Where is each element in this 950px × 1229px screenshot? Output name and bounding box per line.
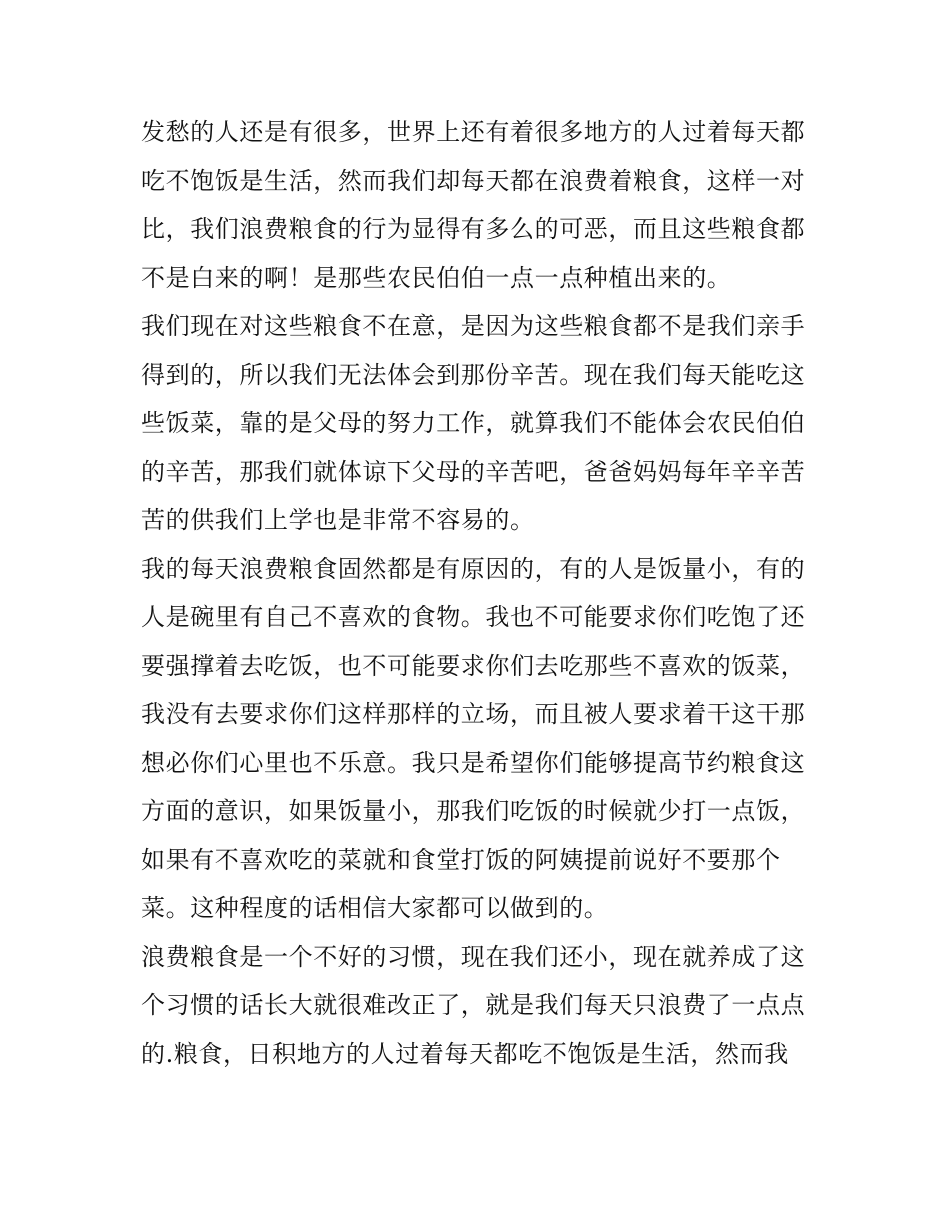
body-text <box>141 108 821 1078</box>
text-line: 浪费粮食是一个不好的习惯，现在我们还小，现在就养成了这 <box>141 942 806 971</box>
text-line: 个习惯的话长大就很难改正了，就是我们每天只浪费了一点点 <box>141 991 806 1019</box>
text-line: 吃不饱饭是生活，然而我们却每天都在浪费着粮食，这样一对 <box>141 166 806 195</box>
text-line: 不是白来的啊！是那些农民伯伯一点一点种植出来的。 <box>141 263 732 292</box>
text-line: 得到的，所以我们无法体会到那份辛苦。现在我们每天能吃这 <box>141 360 806 389</box>
text-line: 想必你们心里也不乐意。我只是希望你们能够提高节约粮食这 <box>141 748 806 777</box>
text-line: 发愁的人还是有很多，世界上还有着很多地方的人过着每天都 <box>141 118 806 146</box>
text-line: 的辛苦，那我们就体谅下父母的辛苦吧，爸爸妈妈每年辛辛苦 <box>141 457 806 486</box>
text-line: 人是碗里有自己不喜欢的食物。我也不可能要求你们吃饱了还 <box>141 603 806 631</box>
text-line: 苦的供我们上学也是非常不容易的。 <box>141 506 535 534</box>
text-line: 要强撑着去吃饭，也不可能要求你们去吃那些不喜欢的饭菜， <box>141 651 806 680</box>
text-line: 菜。这种程度的话相信大家都可以做到的。 <box>141 894 609 922</box>
text-line: 比，我们浪费粮食的行为显得有多么的可恶，而且这些粮食都 <box>141 215 806 243</box>
text-line: 些饭菜，靠的是父母的努力工作，就算我们不能体会农民伯伯 <box>141 409 806 437</box>
text-line: 我的每天浪费粮食固然都是有原因的，有的人是饭量小，有的 <box>141 554 806 583</box>
text-line: 如果有不喜欢吃的菜就和食堂打饭的阿姨提前说好不要那个 <box>141 845 781 874</box>
text-line: 方面的意识，如果饭量小，那我们吃饭的时候就少打一点饭， <box>141 797 806 825</box>
text-line: 我没有去要求你们这样那样的立场，而且被人要求着干这干那 <box>141 700 806 728</box>
text-line: 的.粮食，日积地方的人过着每天都吃不饱饭是生活，然而我 <box>141 1039 789 1068</box>
text-line: 我们现在对这些粮食不在意，是因为这些粮食都不是我们亲手 <box>141 312 806 340</box>
